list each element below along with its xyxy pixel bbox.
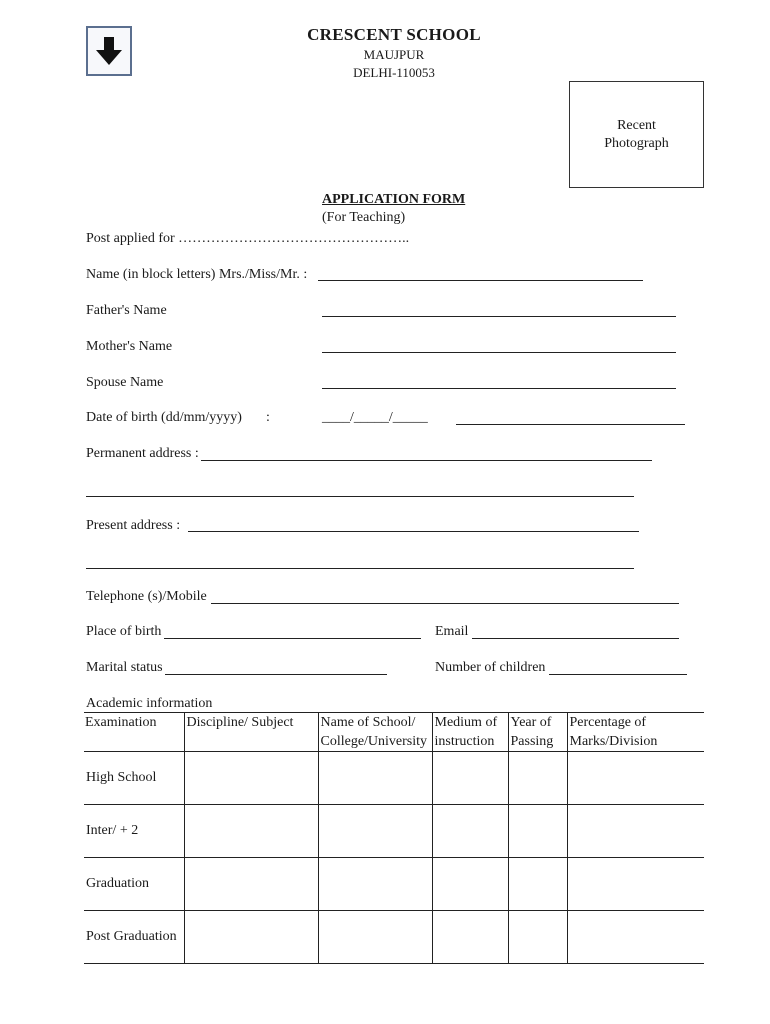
table-cell[interactable]: [318, 911, 432, 964]
present-address-label: Present address :: [86, 518, 181, 533]
academic-header-row: [84, 713, 704, 752]
table-row: [84, 805, 704, 858]
place-of-birth-label: Place of birth: [86, 624, 162, 639]
table-cell[interactable]: [432, 911, 508, 964]
dob-field[interactable]: ____/_____/_____: [322, 410, 428, 425]
table-row: [84, 858, 704, 911]
row-label: Graduation: [84, 858, 184, 911]
children-label: Number of children: [435, 660, 546, 675]
table-row: [84, 752, 704, 805]
col-discipline: Discipline/ Subject: [184, 713, 318, 752]
place-of-birth-field[interactable]: [164, 638, 421, 639]
row-label: High School: [84, 752, 184, 805]
present-address-field[interactable]: [188, 531, 639, 532]
col-school-name: Name of School/ College/University: [318, 713, 432, 752]
col-examination: Examination: [84, 713, 184, 752]
marital-status-field[interactable]: [165, 674, 387, 675]
school-city: DELHI-110053: [353, 65, 435, 80]
post-applied-field[interactable]: Post applied for …………………………………………..: [86, 231, 410, 246]
table-cell[interactable]: [508, 911, 567, 964]
table-row: [84, 911, 704, 964]
telephone-field[interactable]: [211, 603, 679, 604]
name-label: Name (in block letters) Mrs./Miss/Mr. :: [86, 267, 308, 282]
table-cell[interactable]: [508, 858, 567, 911]
academic-caption: Academic information: [86, 696, 213, 711]
table-cell[interactable]: [184, 858, 318, 911]
mother-name-label: Mother's Name: [86, 339, 173, 354]
school-name: CRESCENT SCHOOL: [307, 25, 481, 44]
mother-name-field[interactable]: [322, 352, 676, 353]
father-name-label: Father's Name: [86, 303, 167, 318]
spouse-name-field[interactable]: [322, 388, 676, 389]
table-cell[interactable]: [432, 858, 508, 911]
dob-extra-field[interactable]: [456, 424, 685, 425]
dob-colon: :: [266, 410, 270, 425]
table-cell[interactable]: [184, 752, 318, 805]
dob-label: Date of birth (dd/mm/yyyy): [86, 410, 242, 425]
table-cell[interactable]: [432, 805, 508, 858]
table-cell[interactable]: [508, 805, 567, 858]
father-name-field[interactable]: [322, 316, 676, 317]
children-field[interactable]: [549, 674, 687, 675]
permanent-address-label: Permanent address :: [86, 446, 199, 461]
present-address-field-2[interactable]: [86, 568, 634, 569]
table-cell[interactable]: [318, 858, 432, 911]
photo-box-label-1: Recent: [617, 118, 656, 133]
table-cell[interactable]: [432, 752, 508, 805]
table-cell[interactable]: [318, 752, 432, 805]
telephone-label: Telephone (s)/Mobile: [86, 589, 207, 604]
row-label: Inter/ + 2: [84, 805, 184, 858]
table-cell[interactable]: [184, 911, 318, 964]
col-year: Year of Passing: [508, 713, 567, 752]
email-label: Email: [435, 624, 469, 639]
table-cell[interactable]: [508, 752, 567, 805]
school-locality: MAUJPUR: [363, 47, 425, 62]
name-field[interactable]: [318, 280, 643, 281]
table-cell[interactable]: [318, 805, 432, 858]
table-cell[interactable]: [567, 911, 704, 964]
form-title: APPLICATION FORM: [322, 192, 466, 207]
table-cell[interactable]: [567, 858, 704, 911]
photo-box[interactable]: [569, 81, 704, 188]
email-field[interactable]: [472, 638, 679, 639]
table-cell[interactable]: [184, 805, 318, 858]
academic-table: [84, 712, 704, 964]
marital-status-label: Marital status: [86, 660, 163, 675]
spouse-name-label: Spouse Name: [86, 375, 164, 390]
table-cell[interactable]: [567, 805, 704, 858]
form-subtitle: (For Teaching): [322, 210, 406, 225]
table-cell[interactable]: [567, 752, 704, 805]
col-medium: Medium of instruction: [432, 713, 508, 752]
photo-box-label-2: Photograph: [604, 136, 669, 151]
permanent-address-field[interactable]: [201, 460, 652, 461]
row-label: Post Graduation: [84, 911, 184, 964]
permanent-address-field-2[interactable]: [86, 496, 634, 497]
col-percentage: Percentage of Marks/Division: [567, 713, 704, 752]
